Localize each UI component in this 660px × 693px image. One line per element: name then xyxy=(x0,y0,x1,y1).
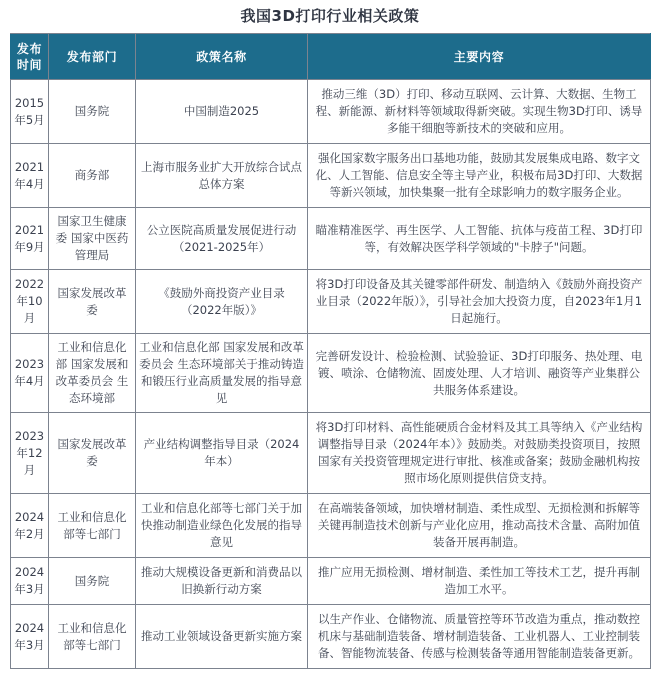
column-header-policy-name: 政策名称 xyxy=(136,34,308,80)
table-row xyxy=(11,144,651,208)
cell-date: 2024年3月 xyxy=(11,605,49,669)
cell-main-content: 强化国家数字服务出口基地功能，鼓励其发展集成电路、数字文化、人工智能、信息安全等主导产业，积极布局3D打印、大数据等新兴领域，加快集聚一批有全球影响力的数字服务企业。 xyxy=(308,144,651,208)
table-body xyxy=(11,80,651,669)
page-title: 我国3D打印行业相关政策 xyxy=(240,7,420,25)
cell-policy-name: 推动工业领域设备更新实施方案 xyxy=(136,605,308,669)
cell-policy-name: 中国制造2025 xyxy=(136,80,308,144)
cell-department: 国家卫生健康委 国家中医药管理局 xyxy=(49,208,136,270)
table-container xyxy=(10,33,650,669)
policy-table xyxy=(10,33,651,669)
cell-department: 国家发展改革委 xyxy=(49,270,136,334)
table-row xyxy=(11,558,651,605)
cell-policy-name: 上海市服务业扩大开放综合试点总体方案 xyxy=(136,144,308,208)
cell-date: 2021年4月 xyxy=(11,144,49,208)
header-row xyxy=(11,34,651,80)
table-row xyxy=(11,413,651,494)
cell-policy-name: 工业和信息化部 国家发展和改革委员会 生态环境部关于推动铸造和锻压行业高质量发展的指导意见 xyxy=(136,334,308,413)
cell-main-content: 将3D打印材料、高性能硬质合金材料及其工具等纳入《产业结构调整指导目录（2024年本）》鼓励类。对鼓励类投资项目，按照国家有关投资管理规定进行审批、核准或备案；鼓励金融机构按照市场化原则提供信贷支持。 xyxy=(308,413,651,494)
cell-policy-name: 公立医院高质量发展促进行动（2021-2025年） xyxy=(136,208,308,270)
cell-policy-name: 工业和信息化部等七部门关于加快推动制造业绿色化发展的指导意见 xyxy=(136,494,308,558)
table-row xyxy=(11,605,651,669)
cell-department: 商务部 xyxy=(49,144,136,208)
cell-date: 2024年2月 xyxy=(11,494,49,558)
cell-date: 2023年12月 xyxy=(11,413,49,494)
cell-main-content: 推动三维（3D）打印、移动互联网、云计算、大数据、生物工程、新能源、新材料等领域取得新突破。实现生物3D打印、诱导多能干细胞等新技术的突破和应用。 xyxy=(308,80,651,144)
table-row xyxy=(11,494,651,558)
column-header-date: 发布时间 xyxy=(11,34,49,80)
cell-department: 工业和信息化部等七部门 xyxy=(49,494,136,558)
table-row xyxy=(11,334,651,413)
cell-date: 2023年4月 xyxy=(11,334,49,413)
cell-date: 2015年5月 xyxy=(11,80,49,144)
cell-department: 国家发展改革委 xyxy=(49,413,136,494)
cell-main-content: 瞄准精准医学、再生医学、人工智能、抗体与疫苗工程、3D打印等，有效解决医学科学领域的"卡脖子"问题。 xyxy=(308,208,651,270)
cell-main-content: 推广应用无损检测、增材制造、柔性加工等技术工艺，提升再制造加工水平。 xyxy=(308,558,651,605)
cell-date: 2021年9月 xyxy=(11,208,49,270)
cell-department: 国务院 xyxy=(49,558,136,605)
cell-date: 2024年3月 xyxy=(11,558,49,605)
table-header xyxy=(11,34,651,80)
table-row xyxy=(11,270,651,334)
cell-policy-name: 推动大规模设备更新和消费品以旧换新行动方案 xyxy=(136,558,308,605)
cell-main-content: 完善研发设计、检验检测、试验验证、3D打印服务、热处理、电镀、喷涂、仓储物流、固废处理、人才培训、融资等产业集群公共服务体系建设。 xyxy=(308,334,651,413)
cell-department: 工业和信息化部 国家发展和改革委员会 生态环境部 xyxy=(49,334,136,413)
cell-main-content: 在高端装备领域，加快增材制造、柔性成型、无损检测和拆解等关键再制造技术创新与产业化应用，推动高技术含量、高附加值装备开展再制造。 xyxy=(308,494,651,558)
cell-department: 国务院 xyxy=(49,80,136,144)
cell-policy-name: 《鼓励外商投资产业目录（2022年版）》 xyxy=(136,270,308,334)
cell-policy-name: 产业结构调整指导目录（2024年本） xyxy=(136,413,308,494)
column-header-department: 发布部门 xyxy=(49,34,136,80)
column-header-main-content: 主要内容 xyxy=(308,34,651,80)
cell-main-content: 将3D打印设备及其关键零部件研发、制造纳入《鼓励外商投资产业目录（2022年版）》，引导社会加大投资力度，自2023年1月1日起施行。 xyxy=(308,270,651,334)
cell-date: 2022年10月 xyxy=(11,270,49,334)
table-row xyxy=(11,80,651,144)
cell-main-content: 以生产作业、仓储物流、质量管控等环节改造为重点，推动数控机床与基础制造装备、增材制造装备、工业机器人、工业控制装备、智能物流装备、传感与检测装备等通用智能制造装备更新。 xyxy=(308,605,651,669)
cell-department: 工业和信息化部等七部门 xyxy=(49,605,136,669)
table-row xyxy=(11,208,651,270)
